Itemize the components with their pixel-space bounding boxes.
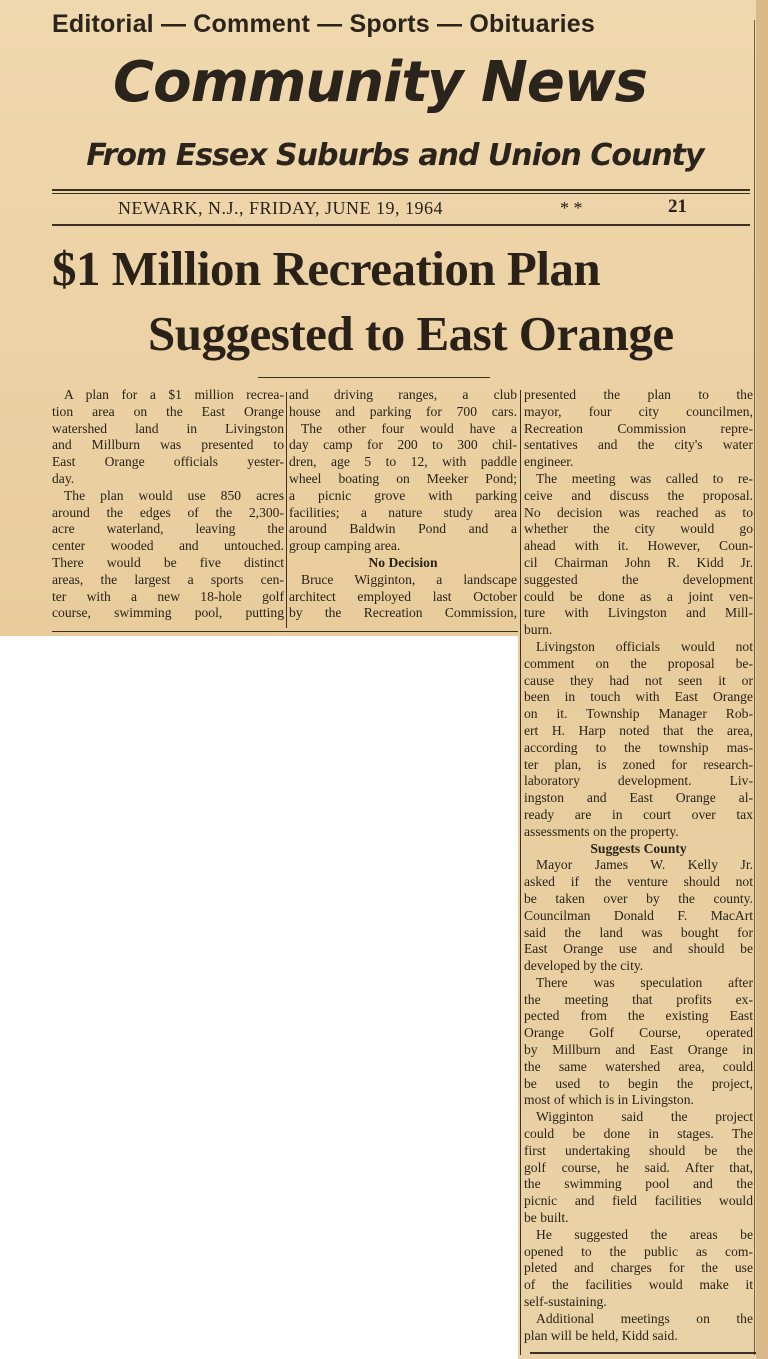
article-line: and Millburn was presented to — [52, 437, 284, 453]
headline-line-1: $1 Million Recreation Plan — [52, 241, 601, 296]
article-line: course, swimming pool, putting — [52, 605, 284, 621]
article-line: according to the township mas- — [524, 739, 753, 755]
article-line: The plan would use 850 acres — [64, 487, 284, 503]
article-line: wheel boating on Meeker Pond; — [289, 470, 517, 486]
article-line: areas, the largest a sports cen- — [52, 571, 284, 587]
article-line: laboratory development. Liv- — [524, 773, 753, 789]
article-line: The meeting was called to re- — [536, 470, 753, 486]
rule-top — [52, 189, 750, 191]
article-line: There was speculation after — [536, 974, 753, 990]
article-line: ter with a new 18-hole golf — [52, 588, 284, 604]
article-line: Additional meetings on the — [536, 1310, 753, 1326]
article-line: sentatives and the city's water — [524, 437, 753, 453]
article-line: East Orange use and should be — [524, 941, 753, 957]
column-divider — [520, 390, 521, 1355]
article-line: Wigginton said the project — [536, 1109, 753, 1125]
article-line: facilities; a nature study area — [289, 504, 517, 520]
article-line: presented the plan to the — [524, 387, 753, 402]
article-line: first undertaking should be the — [524, 1142, 753, 1158]
article-line: on it. Township Manager Rob- — [524, 706, 753, 722]
article-line: cil Chairman John R. Kidd Jr. — [524, 554, 753, 570]
subheading: No Decision — [368, 554, 438, 570]
article-column-1 — [52, 387, 284, 622]
masthead: Community News — [113, 50, 647, 115]
article-line: the same watershed area, could — [524, 1058, 753, 1074]
page-number: 21 — [668, 196, 687, 217]
article-line: house and parking for 700 cars. — [289, 403, 517, 419]
article-line: watershed land in Livingston — [52, 420, 284, 436]
article-line: engineer. — [524, 454, 574, 470]
article-line: ture with Livingston and Mill- — [524, 605, 753, 621]
column-divider-right — [754, 20, 755, 1355]
headline-line-2: Suggested to East Orange — [148, 306, 674, 361]
rule-bottom — [52, 631, 518, 632]
dateline: NEWARK, N.J., FRIDAY, JUNE 19, 1964 — [118, 198, 444, 218]
article-line: architect employed last October — [289, 588, 517, 604]
section-kicker: Editorial — Comment — Sports — Obituaries — [52, 10, 595, 38]
article-line: ahead with it. However, Coun- — [524, 538, 753, 554]
article-line: Recreation Commission repre- — [524, 420, 753, 436]
article-line: golf course, he said. After that, — [524, 1159, 753, 1175]
article-line: The other four would have a — [301, 420, 517, 436]
article-line: and driving ranges, a club — [289, 387, 517, 402]
subheading: Suggests County — [590, 840, 687, 856]
article-line: self-sustaining. — [524, 1294, 607, 1310]
article-line: acre waterland, leaving the — [52, 521, 284, 537]
article-line: of the facilities would make it — [524, 1277, 753, 1293]
article-line: a picnic grove with parking — [289, 487, 517, 503]
article-line: ingston and East Orange al- — [524, 790, 753, 806]
article-line: said the land was bought for — [524, 924, 753, 940]
article-line: been in touch with East Orange — [524, 689, 753, 705]
article-line: picnic and field facilities would — [524, 1193, 753, 1209]
article-line: Councilman Donald F. MacArt — [524, 907, 753, 923]
edition-mark: * * — [560, 198, 583, 218]
article-line: day camp for 200 to 300 chil- — [289, 437, 517, 453]
article-line: No decision was reached as to — [524, 504, 753, 520]
article-line: be taken over by the county. — [524, 890, 753, 906]
article-line: tion area on the East Orange — [52, 403, 284, 419]
article-line: the swimming pool and the — [524, 1176, 753, 1192]
article-line: A plan for a $1 million recrea- — [64, 387, 284, 402]
article-line: Orange Golf Course, operated — [524, 1025, 753, 1041]
article-line: cause they had not seen it or — [524, 672, 753, 688]
article-line: pleted and charges for the use — [524, 1260, 753, 1276]
article-line: be used to begin the project, — [524, 1075, 753, 1091]
article-line: by the Recreation Commission, — [289, 605, 517, 621]
article-line: whether the city would go — [524, 521, 753, 537]
article-line: group camping area. — [289, 538, 401, 554]
article-line: could be done in stages. The — [524, 1126, 753, 1142]
article-line: day. — [52, 470, 75, 486]
rule-top-thin — [52, 193, 750, 194]
article-line: center wooded and untouched. — [52, 538, 284, 554]
article-line: the meeting that profits ex- — [524, 991, 753, 1007]
article-line: dren, age 5 to 12, with paddle — [289, 454, 517, 470]
article-line: asked if the venture should not — [524, 874, 753, 890]
article-column-3 — [524, 387, 753, 1344]
article-line: ert H. Harp noted that the area, — [524, 722, 753, 738]
article-line: ceive and discuss the proposal. — [524, 487, 753, 503]
masthead-subtitle: From Essex Suburbs and Union County — [86, 138, 704, 173]
clipping-edge — [756, 0, 768, 1359]
headline-rule — [258, 377, 490, 378]
article-line: comment on the proposal be- — [524, 655, 753, 671]
article-line: plan will be held, Kidd said. — [524, 1327, 678, 1343]
article-line: developed by the city. — [524, 958, 644, 974]
article-line: most of which is in Livingston. — [524, 1092, 694, 1108]
article-line: around the edges of the 2,300- — [52, 504, 284, 520]
article-line: Mayor James W. Kelly Jr. — [536, 857, 753, 873]
article-line: Bruce Wigginton, a landscape — [301, 571, 517, 587]
article-line: pected from the existing East — [524, 1008, 753, 1024]
article-line: ter plan, is zoned for research- — [524, 756, 753, 772]
article-line: mayor, four city councilmen, — [524, 403, 753, 419]
article-line: could be done as a joint ven- — [524, 588, 753, 604]
article-line: ready are in court over tax — [524, 806, 753, 822]
article-line: around Baldwin Pond and a — [289, 521, 517, 537]
article-line: opened to the public as com- — [524, 1243, 753, 1259]
column-divider — [286, 392, 287, 628]
rule-dateline — [52, 224, 750, 226]
article-line: He suggested the areas be — [536, 1226, 753, 1242]
article-line: burn. — [524, 622, 553, 638]
article-line: be built. — [524, 1210, 569, 1226]
article-line: by Millburn and East Orange in — [524, 1042, 753, 1058]
article-line: There would be five distinct — [52, 554, 284, 570]
article-line: Livingston officials would not — [536, 638, 753, 654]
article-line: East Orange officials yester- — [52, 454, 284, 470]
article-line: assessments on the property. — [524, 823, 679, 839]
rule-end — [530, 1352, 756, 1354]
article-line: suggested the development — [524, 571, 753, 587]
article-column-2 — [289, 387, 517, 622]
